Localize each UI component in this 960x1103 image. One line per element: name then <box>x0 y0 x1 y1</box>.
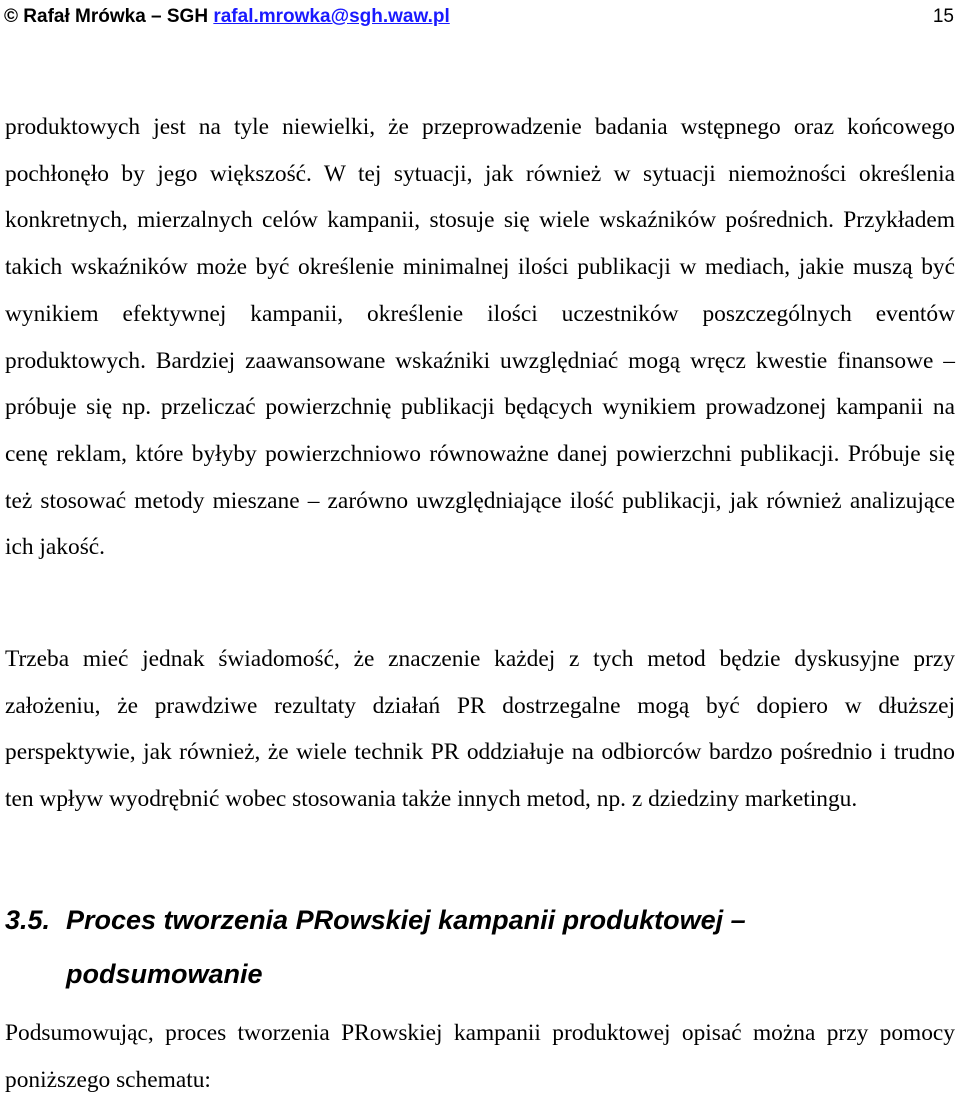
body-paragraph-2: Trzeba mieć jednak świadomość, że znaczenie każdej z tych metod będzie dyskusyjne przy założeniu, że prawdziwe rezultaty działań PR dostrzegalne mogą być dopiero w dłuższej perspektywie, jak również, że wiele technik PR oddziałuje na odbiorców bardzo pośrednio i trudno ten wpływ wyodrębnić wobec stosowania także innych metod, np. z dziedziny marketingu. <box>5 646 955 813</box>
author-label: © Rafał Mrówka – SGH <box>4 6 209 27</box>
body-paragraph-3: Podsumowując, proces tworzenia PRowskiej kampanii produktowej opisać można przy pomocy poniższego schematu: <box>5 1020 955 1093</box>
section-title-line-2: podsumowanie <box>66 959 263 989</box>
body-paragraph-1: produktowych jest na tyle niewielki, że przeprowadzenie badania wstępnego oraz końcowego pochłonęło by jego większość. W tej sytuacji, jak również w sytuacji niemożności określenia konkretnych, mierzalnych celów kampanii, stosuje się wiele wskaźników pośrednich. Przykładem takich wskaźników może być określenie minimalnej ilości publikacji w mediach, jakie muszą być wynikiem efektywnej kampanii, określenie ilości uczestników poszczególnych eventów produktowych. Bardziej zaawansowane wskaźniki uwzględniać mogą wręcz kwestie finansowe – próbuje się np. przeliczać powierzchnię publikacji będących wynikiem prowadzonej kampanii na cenę reklam, które byłyby powierzchniowo równoważne danej powierzchni publikacji. Próbuje się też stosować metody mieszane – zarówno uwzględniające ilość publikacji, jak również analizujące ich jakość. <box>5 114 955 561</box>
section-heading <box>5 893 955 1001</box>
section-number: 3.5. <box>5 905 51 935</box>
section-title-line-1: Proces tworzenia PRowskiej kampanii produktowej – <box>66 905 746 935</box>
page-number: 15 <box>932 6 954 27</box>
author-email-link[interactable]: rafal.mrowka@sgh.waw.pl <box>213 6 450 27</box>
page-header <box>4 2 954 32</box>
